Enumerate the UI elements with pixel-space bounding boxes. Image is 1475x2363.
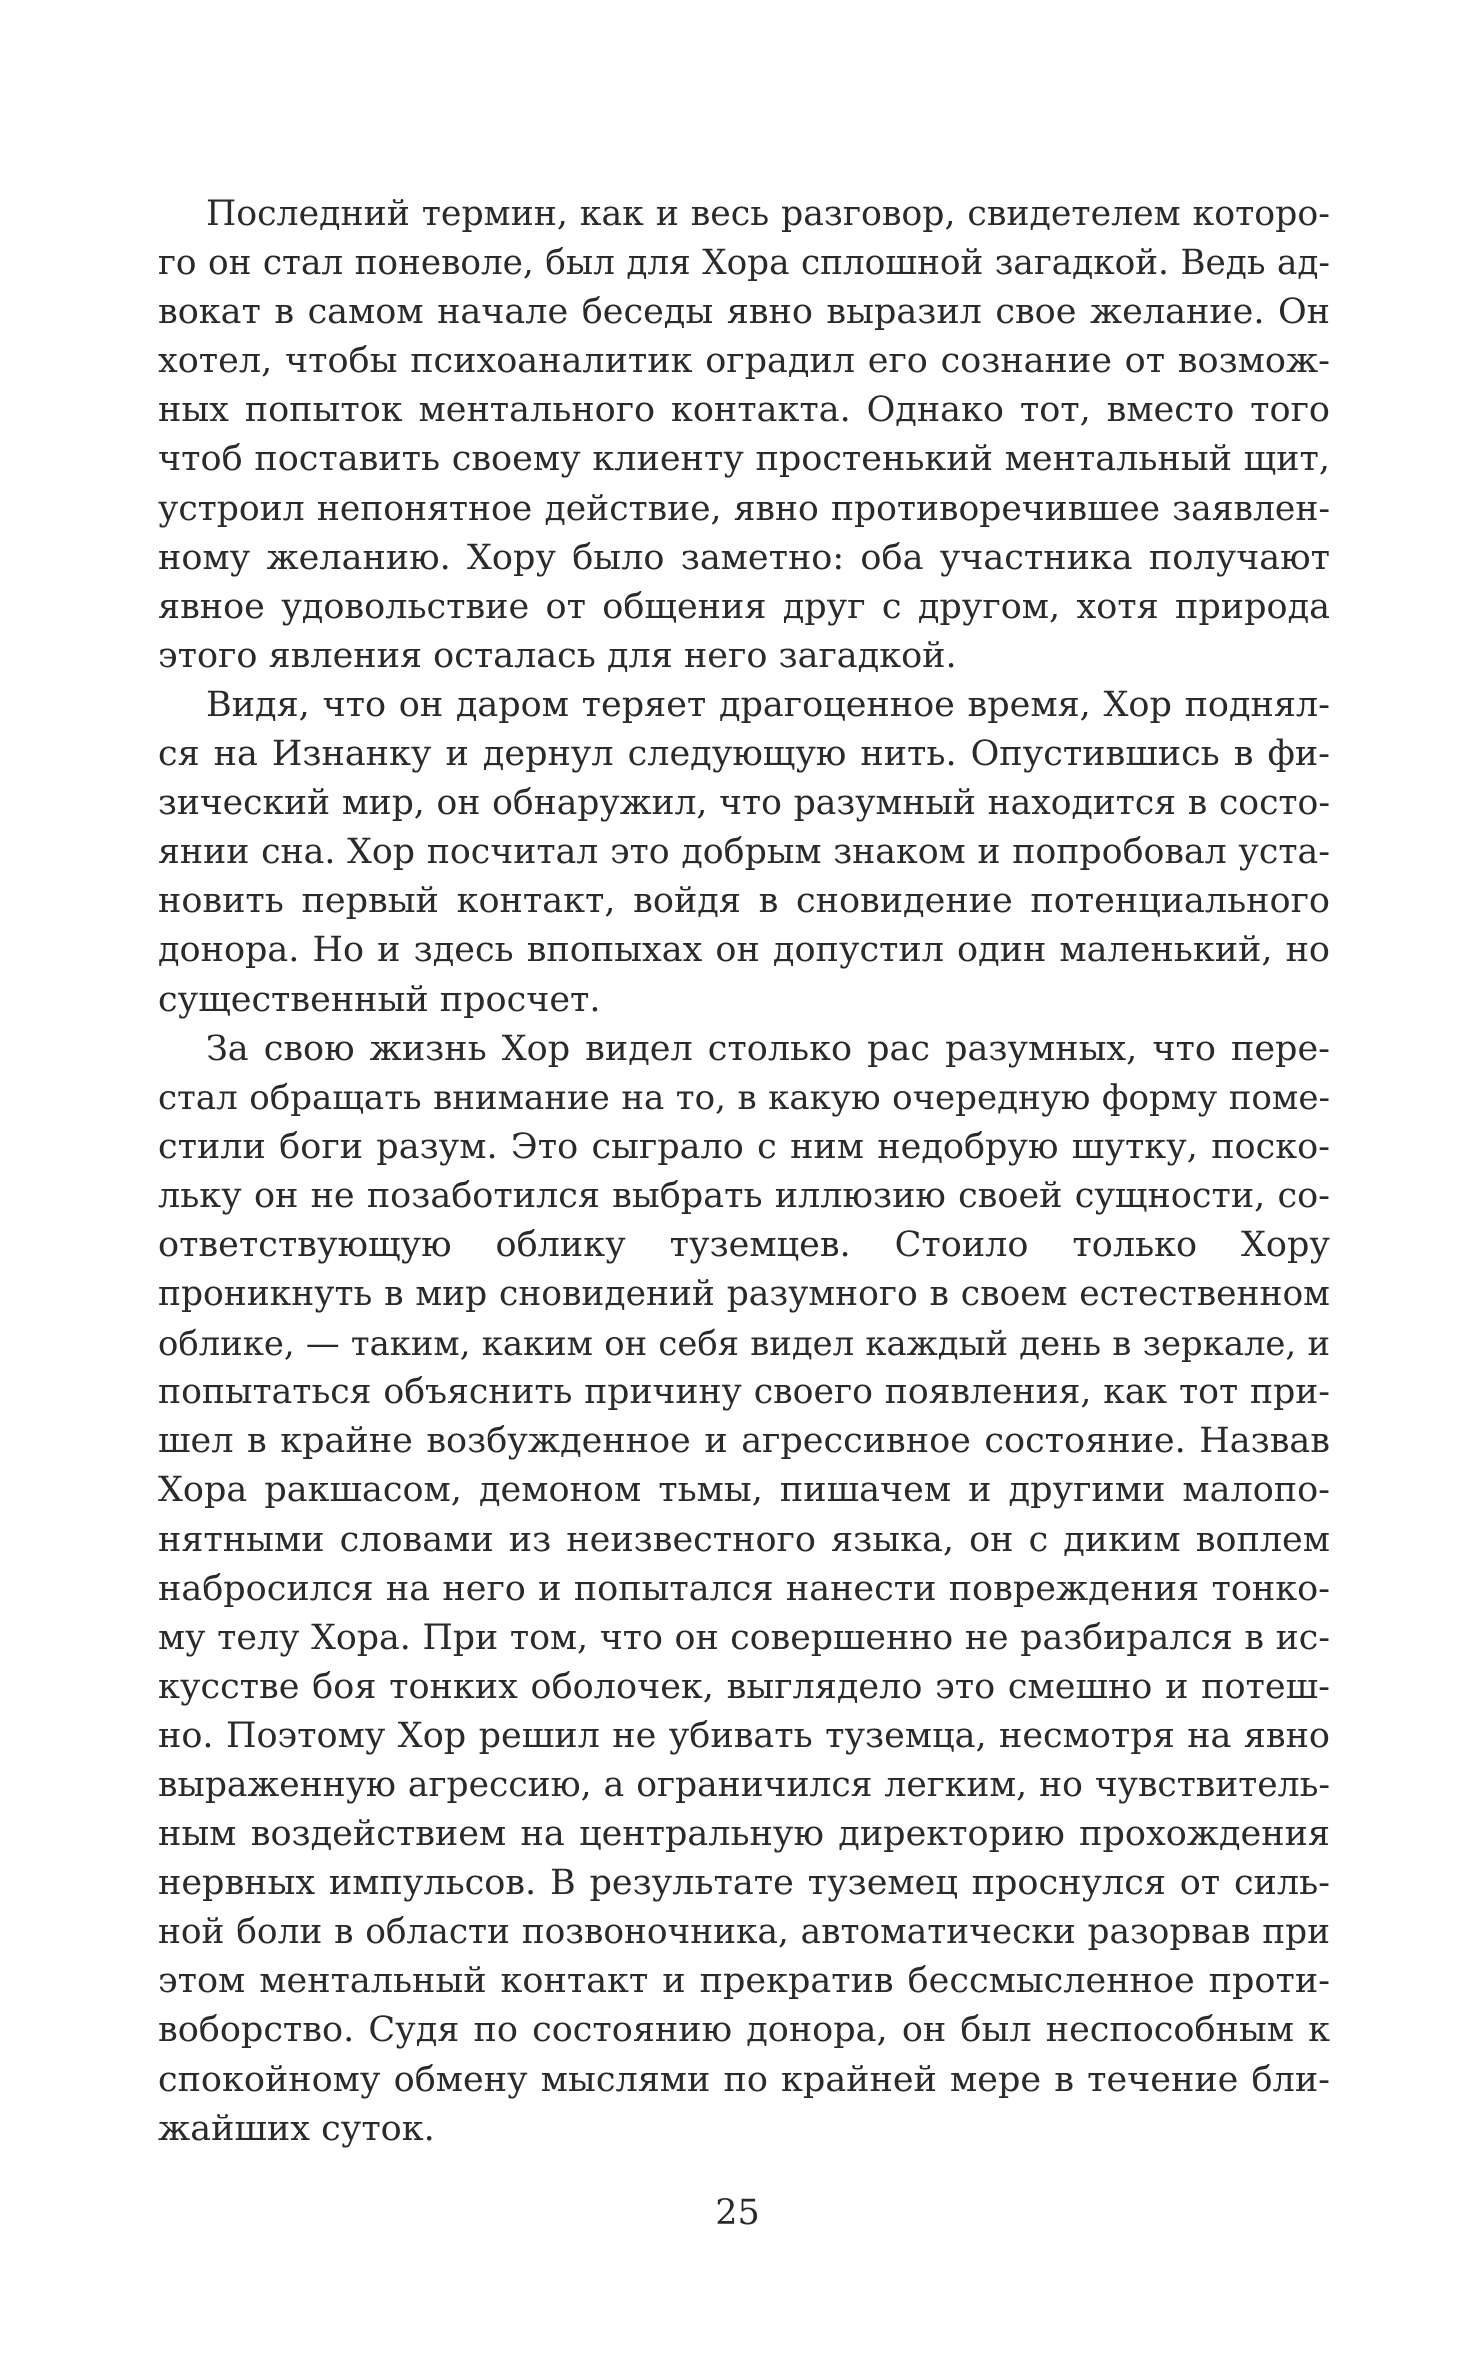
text-line: ной боли в области позвоночника, автоматически разорвав при [158,1912,1330,1953]
paragraph [158,1025,1330,2154]
text-line: но. Поэтому Хор решил не убивать туземца, несмотря на явно [158,1715,1330,1756]
text-line: облике, — таким, каким он себя видел каждый день в зеркале, и [158,1324,1330,1364]
text-line: нервных импульсов. В результате туземец проснулся от силь- [158,1863,1330,1904]
text-line: жайших суток. [158,2108,435,2149]
text-line: устроил непонятное действие, явно противоречившее заявлен- [158,488,1330,529]
text-line: этом ментальный контакт и прекратив бессмысленное проти- [158,1961,1330,2002]
text-line: льку он не позаботился выбрать иллюзию своей сущности, со- [158,1175,1330,1216]
text-line: Видя, что он даром теряет драгоценное время, Хор поднял- [206,684,1330,725]
text-line: новить первый контакт, войдя в сновидение потенциального [158,881,1330,922]
text-line: вокат в самом начале беседы явно выразил свое желание. Он [158,292,1330,333]
text-line: ся на Изнанку и дернул следующую нить. Опустившись в фи- [158,734,1330,775]
text-line: попытаться объяснить причину своего появления, как тот при- [158,1372,1330,1413]
text-line: шел в крайне возбужденное и агрессивное состояние. Назвав [158,1421,1330,1462]
text-line: ному желанию. Хору было заметно: оба участника получают [158,537,1330,578]
text-line: го он стал поневоле, был для Хора сплошной загадкой. Ведь ад- [158,243,1330,284]
text-line: му телу Хора. При том, что он совершенно не разбирался в ис- [158,1617,1330,1658]
text-line: донора. Но и здесь впопыхах он допустил один маленький, но [158,930,1330,971]
text-line: нятными словами из неизвестного языка, он с диким воплем [158,1519,1330,1560]
text-line: стили боги разум. Это сыграло с ним недобрую шутку, поско- [158,1126,1330,1167]
text-line: выраженную агрессию, а ограничился легким, но чувствитель- [158,1765,1330,1805]
text-line: воборство. Судя по состоянию донора, он был неспособным к [158,2010,1330,2051]
text-line: спокойному обмену мыслями по крайней мере в течение бли- [158,2059,1330,2100]
paragraph [158,190,1330,681]
text-line: проникнуть в мир сновидений разумного в своем естественном [158,1274,1330,1315]
body-text [158,190,1330,2154]
text-line: явное удовольствие от общения друг с другом, хотя природа [158,586,1330,627]
text-line: ным воздействием на центральную директорию прохождения [158,1814,1330,1855]
text-line: Последний термин, как и весь разговор, свидетелем которо- [206,194,1330,234]
text-line: стал обращать внимание на то, в какую очередную форму поме- [158,1077,1330,1118]
text-line: чтоб поставить своему клиенту простенький ментальный щит, [158,439,1330,480]
text-line: этого явления осталась для него загадкой. [158,635,957,676]
text-line: зический мир, он обнаружил, что разумный находится в состо- [158,783,1330,824]
text-line: янии сна. Хор посчитал это добрым знаком и попробовал уста- [158,832,1330,873]
text-line: За свою жизнь Хор видел столько рас разумных, что пере- [206,1028,1330,1069]
text-line: набросился на него и попытался нанести повреждения тонко- [158,1568,1330,1609]
text-line: кусстве боя тонких оболочек, выглядело это смешно и потеш- [158,1666,1330,1707]
page-number: 25 [715,2193,760,2233]
paragraph [158,681,1330,1025]
text-line: ных попыток ментального контакта. Однако тот, вместо того [158,390,1330,431]
text-line: существенный просчет. [158,979,601,1020]
text-line: Хора ракшасом, демоном тьмы, пишачем и другими малопо- [158,1470,1330,1511]
text-line: хотел, чтобы психоаналитик оградил его сознание от возмож- [158,341,1330,382]
text-line: ответствующую облику туземцев. Стоило только Хору [158,1224,1330,1265]
